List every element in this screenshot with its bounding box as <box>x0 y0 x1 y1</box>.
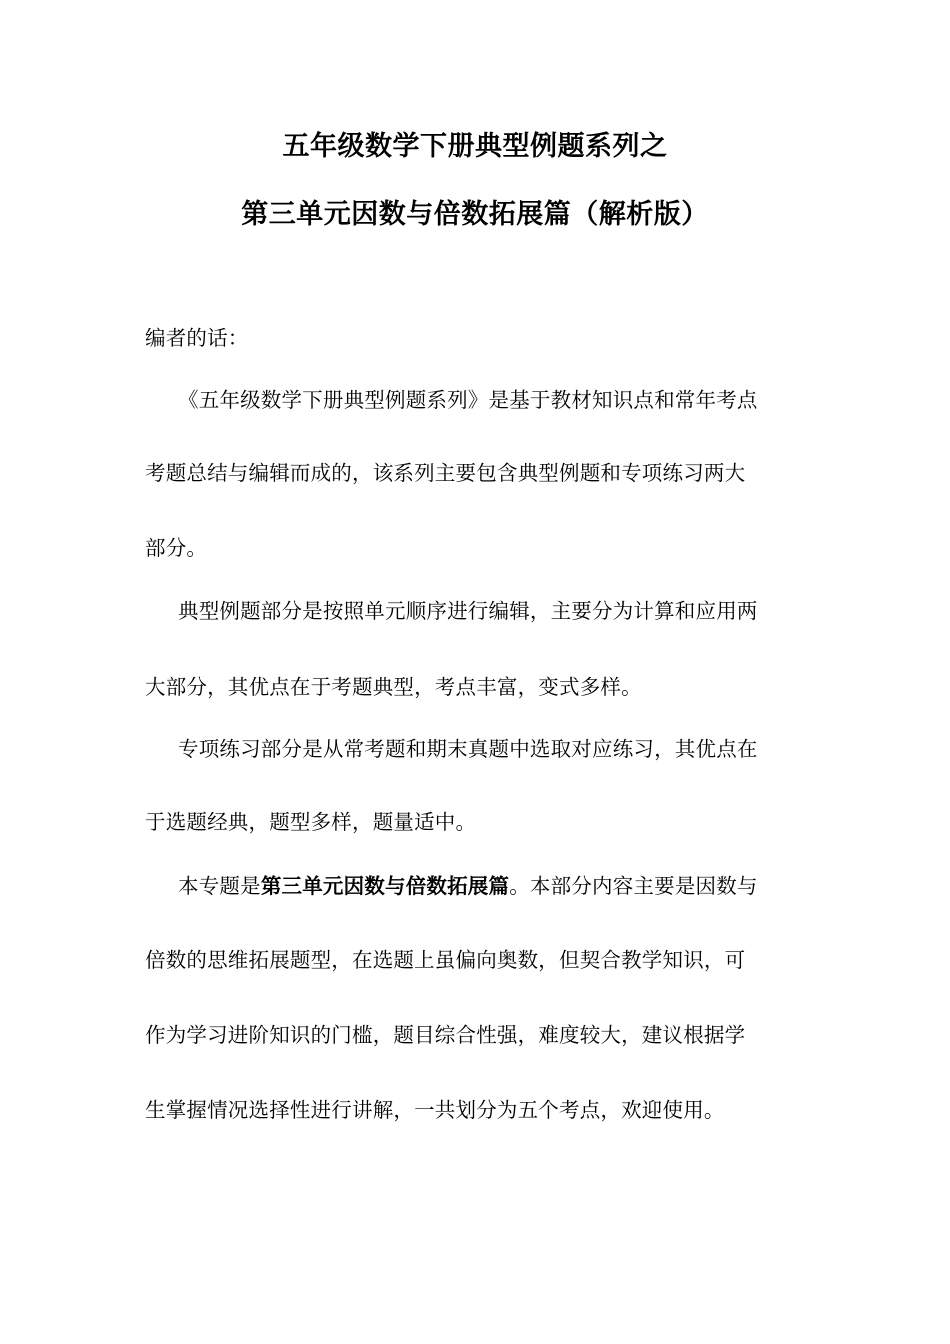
paragraph-1-line-1: 《五年级数学下册典型例题系列》是基于教材知识点和常年考点 <box>178 388 758 412</box>
paragraph-4-prefix: 本专题是 <box>178 874 261 898</box>
paragraph-2-line-1: 典型例题部分是按照单元顺序进行编辑，主要分为计算和应用两 <box>178 599 758 623</box>
paragraph-4-line-1 <box>178 872 758 900</box>
paragraph-3-line-1: 专项练习部分是从常考题和期末真题中选取对应练习，其优点在 <box>178 737 758 761</box>
title-line-2: 第三单元因数与倍数拓展篇（解析版） <box>241 199 709 230</box>
paragraph-1-line-3: 部分。 <box>145 536 208 560</box>
paragraph-1-line-2: 考题总结与编辑而成的，该系列主要包含典型例题和专项练习两大 <box>145 461 746 485</box>
paragraph-4-line-3: 作为学习进阶知识的门槛，题目综合性强，难度较大，建议根据学 <box>145 1023 746 1047</box>
paragraph-4-suffix: 。本部分内容主要是因数与 <box>509 874 758 898</box>
paragraph-2-line-2: 大部分，其优点在于考题典型，考点丰富，变式多样。 <box>145 675 642 699</box>
paragraph-4-line-4: 生掌握情况选择性进行讲解，一共划分为五个考点，欢迎使用。 <box>145 1098 725 1122</box>
title-line-1: 五年级数学下册典型例题系列之 <box>282 131 668 162</box>
topic-name-bold: 第三单元因数与倍数拓展篇 <box>260 874 510 898</box>
preface-heading: 编者的话： <box>145 326 249 350</box>
paragraph-4-line-2: 倍数的思维拓展题型，在选题上虽偏向奥数，但契合教学知识，可 <box>145 948 746 972</box>
paragraph-3-line-2: 于选题经典，题型多样，题量适中。 <box>145 810 477 834</box>
